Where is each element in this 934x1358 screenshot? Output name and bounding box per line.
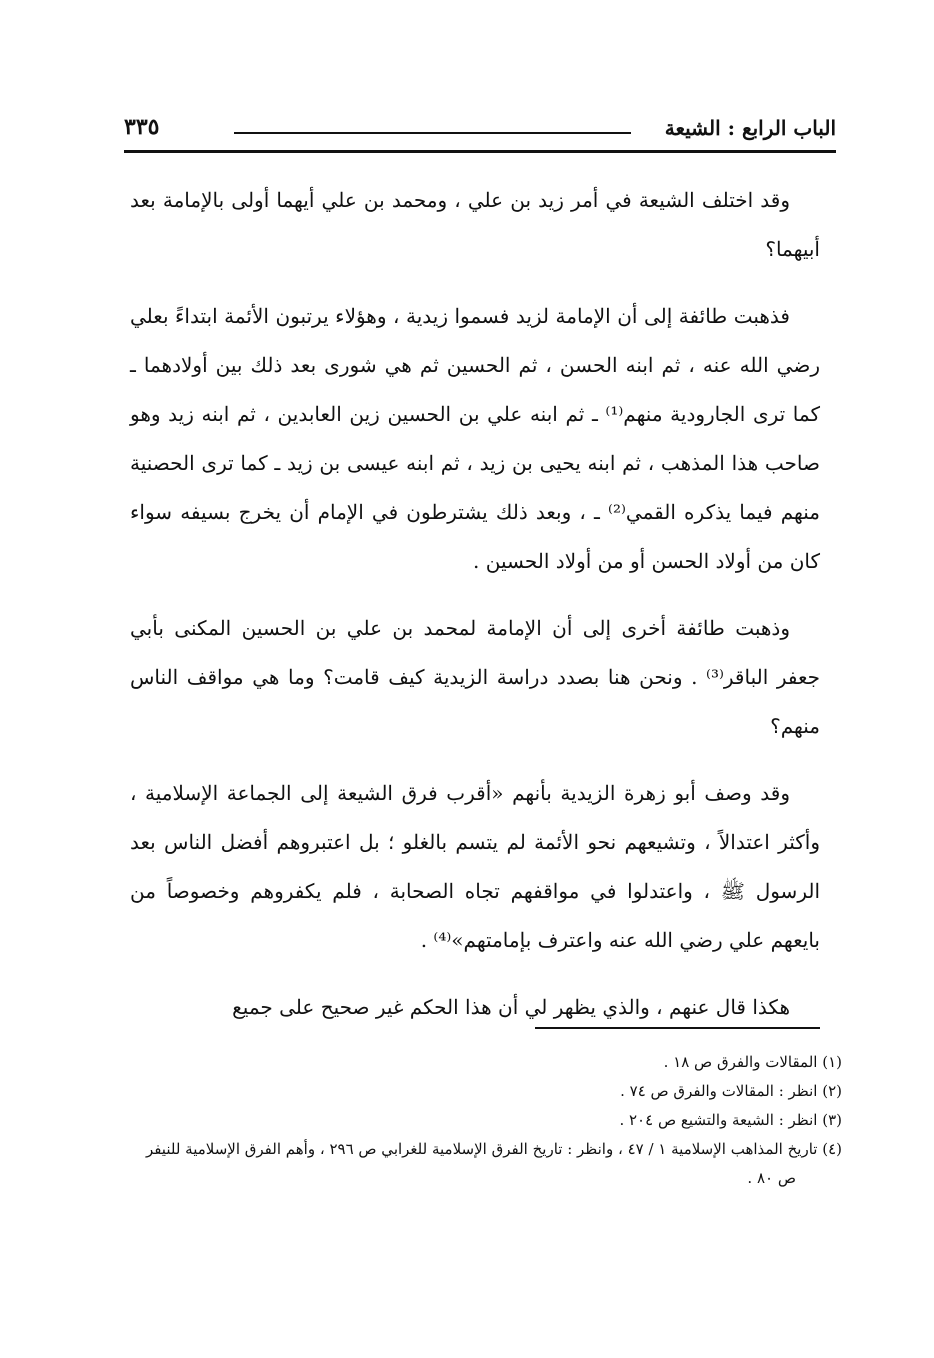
footnote: (٢) انظر : المقالات والفرق ص ٧٤ . [620, 1082, 842, 1100]
paragraph: وقد اختلف الشيعة في أمر زيد بن علي ، ومحمد بن علي أيهما أولى بالإمامة بعد أبيهما؟ [130, 188, 820, 261]
header-divider [124, 150, 836, 153]
footnote: (١) المقالات والفرق ص ١٨ . [663, 1053, 842, 1071]
header-rule [234, 132, 631, 134]
main-text [130, 176, 820, 1050]
footnote: (٣) انظر : الشيعة والتشيع ص ٢٠٤ . [619, 1111, 842, 1129]
paragraph: فذهبت طائفة إلى أن الإمامة لزيد فسموا زيدية ، وهؤلاء يرتبون الأئمة ابتداءً بعلي رضي الله عنه ، ثم ابنه الحسن ، ثم الحسين ثم هي شورى بعد ذلك بين أولادهما ـ كما ترى الجارودية منهم⁽¹⁾ ـ ثم ابنه علي بن الحسين زين العابدين ، ثم ابنه زيد وهو صاحب هذا المذهب ، ثم ابنه يحيى بن زيد ، ثم ابنه عيسى بن زيد ـ كما ترى الحصنية منهم فيما يذكره القمي⁽²⁾ ـ ، وبعد ذلك يشترطون في الإمام أن يخرج بسيفه سواء كان من أولاد الحسن أو من أولاد الحسين . [130, 304, 820, 573]
page-number: ٣٣٥ [124, 114, 160, 140]
chapter-title: الباب الرابع : الشيعة [664, 116, 836, 140]
page-header [124, 112, 836, 152]
footnote-rule [535, 1027, 820, 1029]
footnote: (٤) تاريخ المذاهب الإسلامية ١ / ٤٧ ، وانظر : تاريخ الفرق الإسلامية للغرابي ص ٢٩٦ ، وأهم الفرق الإسلامية للنيفر ص ٨٠ . [145, 1140, 842, 1187]
paragraph: هكذا قال عنهم ، والذي يظهر لي أن هذا الحكم غير صحيح على جميع [232, 995, 790, 1019]
footnotes [130, 1048, 842, 1193]
paragraph: وقد وصف أبو زهرة الزيدية بأنهم «أقرب فرق الشيعة إلى الجماعة الإسلامية ، وأكثر اعتدالاً ، وتشيعهم نحو الأئمة لم يتسم بالغلو ؛ بل اعتبروهم أفضل الناس بعد الرسول ﷺ ، واعتدلوا في مواقفهم تجاه الصحابة ، فلم يكفروهم وخصوصاً من بايعهم علي رضي الله عنه واعترف بإمامتهم»⁽⁴⁾ . [130, 781, 820, 952]
paragraph: وذهبت طائفة أخرى إلى أن الإمامة لمحمد بن علي بن الحسين المكنى بأبي جعفر الباقر⁽³⁾ . ونحن هنا بصدد دراسة الزيدية كيف قامت؟ وما هي مواقف الناس منهم؟ [130, 616, 821, 738]
